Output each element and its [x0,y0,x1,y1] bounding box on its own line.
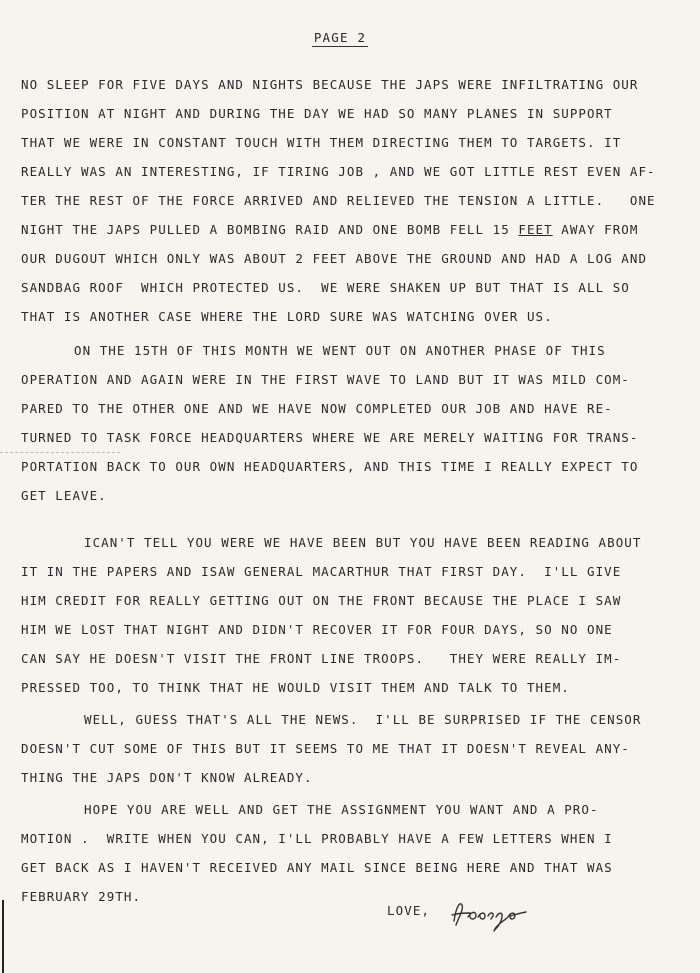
body-line: GET BACK AS I HAVEN'T RECEIVED ANY MAIL SINCE BEING HERE AND THAT WAS [21,860,613,875]
paper-mark [0,452,120,454]
body-line: FEBRUARY 29TH. [21,889,142,904]
body-line: MOTION . WRITE WHEN YOU CAN, I'LL PROBABLY HAVE A FEW LETTERS WHEN I [21,831,613,846]
page-label: PAGE 2 [313,30,367,45]
body-line: SANDBAG ROOF WHICH PROTECTED US. WE WERE SHAKEN UP BUT THAT IS ALL SO [21,280,630,295]
body-line: THAT IS ANOTHER CASE WHERE THE LORD SURE WAS WATCHING OVER US. [21,309,553,324]
body-line-part: NIGHT THE JAPS PULLED A BOMBING RAID AND ONE BOMB FELL 15 [21,222,519,237]
handwritten-signature [448,895,538,935]
body-line: THAT WE WERE IN CONSTANT TOUCH WITH THEM DIRECTING THEM TO TARGETS. IT [21,135,622,150]
body-line: TER THE REST OF THE FORCE ARRIVED AND RELIEVED THE TENSION A LITTLE. ONE [21,193,656,208]
body-line: HIM CREDIT FOR REALLY GETTING OUT ON THE FRONT BECAUSE THE PLACE I SAW [21,593,622,608]
body-line: OPERATION AND AGAIN WERE IN THE FIRST WAVE TO LAND BUT IT WAS MILD COM- [21,372,630,387]
body-line: TURNED TO TASK FORCE HEADQUARTERS WHERE WE ARE MERELY WAITING FOR TRANS- [21,430,639,445]
body-line: IT IN THE PAPERS AND ISAW GENERAL MACARTHUR THAT FIRST DAY. I'LL GIVE [21,564,622,579]
body-line: PARED TO THE OTHER ONE AND WE HAVE NOW COMPLETED OUR JOB AND HAVE RE- [21,401,613,416]
body-line: NO SLEEP FOR FIVE DAYS AND NIGHTS BECAUSE THE JAPS WERE INFILTRATING OUR [21,77,639,92]
body-line: OUR DUGOUT WHICH ONLY WAS ABOUT 2 FEET ABOVE THE GROUND AND HAD A LOG AND [21,251,648,266]
body-line: GET LEAVE. [21,488,107,503]
body-line-with-underline [21,220,638,240]
page-edge-line [2,900,4,973]
body-line: POSITION AT NIGHT AND DURING THE DAY WE HAD SO MANY PLANES IN SUPPORT [21,106,613,121]
body-line: PORTATION BACK TO OUR OWN HEADQUARTERS, AND THIS TIME I REALLY EXPECT TO [21,459,639,474]
underlined-word: FEET [518,222,553,237]
body-line: ICAN'T TELL YOU WERE WE HAVE BEEN BUT YOU HAVE BEEN READING ABOUT [84,535,642,550]
body-line: REALLY WAS AN INTERESTING, IF TIRING JOB , AND WE GOT LITTLE REST EVEN AF- [21,164,656,179]
body-line: THING THE JAPS DON'T KNOW ALREADY. [21,770,313,785]
body-line: ON THE 15TH OF THIS MONTH WE WENT OUT ON ANOTHER PHASE OF THIS [74,343,606,358]
body-line: PRESSED TOO, TO THINK THAT HE WOULD VISIT THEM AND TALK TO THEM. [21,680,570,695]
body-line: WELL, GUESS THAT'S ALL THE NEWS. I'LL BE SURPRISED IF THE CENSOR [84,712,642,727]
body-line: HIM WE LOST THAT NIGHT AND DIDN'T RECOVER IT FOR FOUR DAYS, SO NO ONE [21,622,613,637]
valediction: LOVE, [387,903,431,918]
body-line: HOPE YOU ARE WELL AND GET THE ASSIGNMENT YOU WANT AND A PRO- [84,802,599,817]
body-line: CAN SAY HE DOESN'T VISIT THE FRONT LINE TROOPS. THEY WERE REALLY IM- [21,651,622,666]
body-line: DOESN'T CUT SOME OF THIS BUT IT SEEMS TO ME THAT IT DOESN'T REVEAL ANY- [21,741,630,756]
body-line-part: AWAY FROM [552,222,639,237]
page-header [0,30,700,47]
